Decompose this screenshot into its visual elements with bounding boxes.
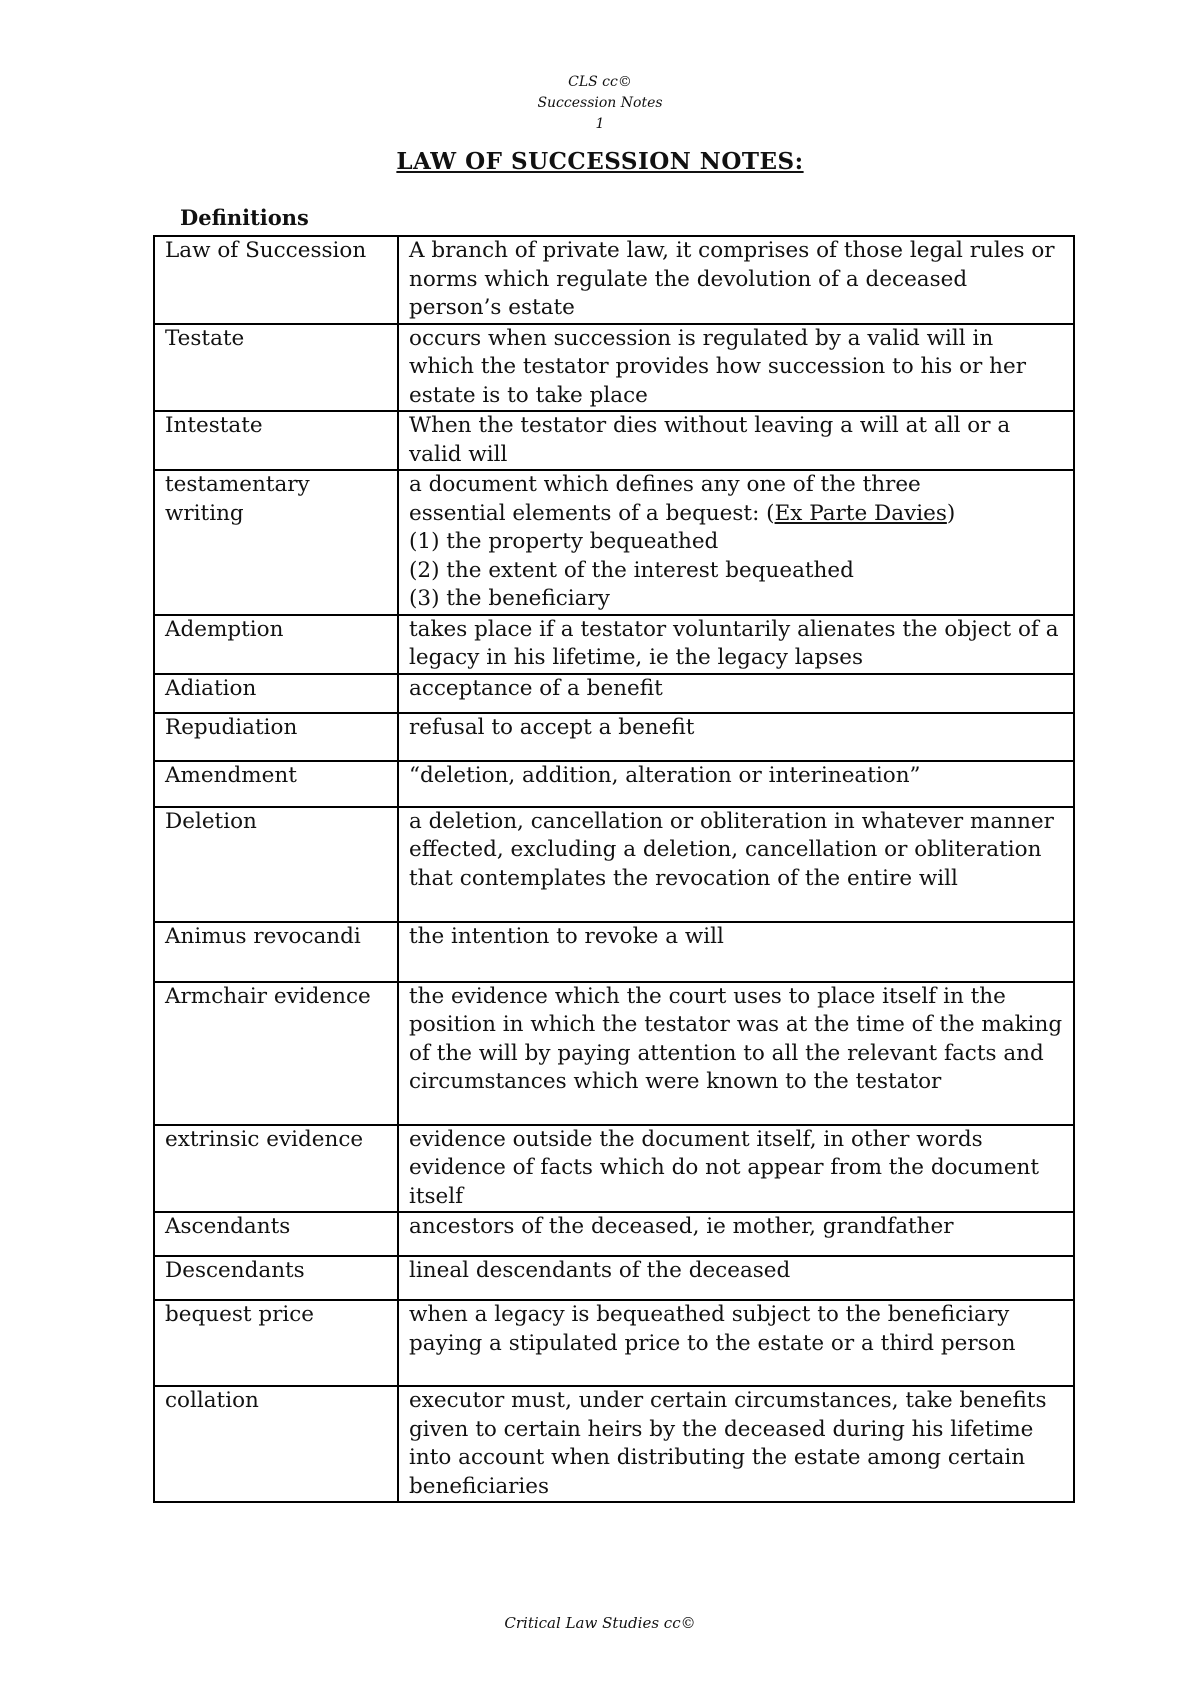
page-number: 1 bbox=[595, 116, 605, 132]
table-row bbox=[154, 1256, 1074, 1300]
term-cell: Ademption bbox=[154, 615, 398, 674]
definition-cell: lineal descendants of the deceased bbox=[398, 1256, 1074, 1300]
definition-cell: executor must, under certain circumstances, take benefits given to certain heirs by the deceased during his lifetime into account when distributing the estate among certain beneficiaries bbox=[398, 1386, 1074, 1502]
definition-line: (2) the extent of the interest bequeathed bbox=[409, 557, 854, 583]
definition-cell: the intention to revoke a will bbox=[398, 922, 1074, 982]
table-row bbox=[154, 1212, 1074, 1256]
table-row bbox=[154, 236, 1074, 324]
term-cell: Ascendants bbox=[154, 1212, 398, 1256]
definition-line: a document which defines any one of the three bbox=[409, 472, 921, 497]
table-row bbox=[154, 713, 1074, 761]
definition-cell: the evidence which the court uses to place itself in the position in which the testator was at the time of the making of the will by paying attention to all the relevant facts and circumstances which were known to the testator bbox=[398, 982, 1074, 1125]
definition-cell: A branch of private law, it comprises of those legal rules or norms which regulate the devolution of a deceased person’s estate bbox=[398, 236, 1074, 324]
definition-line: (1) the property bequeathed bbox=[409, 529, 719, 554]
definition-cell: ancestors of the deceased, ie mother, grandfather bbox=[398, 1212, 1074, 1256]
term-cell: Intestate bbox=[154, 411, 398, 470]
definition-line: essential elements of a bequest: (Ex Parte Davies) bbox=[409, 500, 956, 526]
definition-cell: a deletion, cancellation or obliteration in whatever manner effected, excluding a deletion, cancellation or obliteration that contemplates the revocation of the entire will bbox=[398, 807, 1074, 922]
definition-text: essential elements of a bequest: bbox=[409, 500, 760, 526]
term-cell: testamentary writing bbox=[154, 470, 398, 615]
table-row bbox=[154, 411, 1074, 470]
page-title: LAW OF SUCCESSION NOTES: bbox=[396, 148, 804, 175]
term-cell: Law of Succession bbox=[154, 236, 398, 324]
header-company: CLS cc© bbox=[568, 74, 632, 90]
table-row bbox=[154, 922, 1074, 982]
definition-cell bbox=[398, 470, 1074, 615]
term-cell: collation bbox=[154, 1386, 398, 1502]
term-cell: Descendants bbox=[154, 1256, 398, 1300]
table-row bbox=[154, 615, 1074, 674]
term-cell: Armchair evidence bbox=[154, 982, 398, 1125]
table-row bbox=[154, 761, 1074, 807]
definition-line: (3) the beneficiary bbox=[409, 586, 610, 611]
definitions-table bbox=[153, 235, 1075, 1503]
term-cell: Testate bbox=[154, 324, 398, 412]
definition-cell: “deletion, addition, alteration or interineation” bbox=[398, 761, 1074, 807]
term-cell: Adiation bbox=[154, 674, 398, 713]
definition-cell: evidence outside the document itself, in other words evidence of facts which do not appear from the document itself bbox=[398, 1125, 1074, 1213]
definition-cell: takes place if a testator voluntarily alienates the object of a legacy in his lifetime, ie the legacy lapses bbox=[398, 615, 1074, 674]
case-citation: Ex Parte Davies bbox=[774, 500, 947, 526]
header-doc-title: Succession Notes bbox=[537, 95, 663, 111]
table-row bbox=[154, 324, 1074, 412]
table-row bbox=[154, 674, 1074, 713]
term-cell: bequest price bbox=[154, 1300, 398, 1386]
page-footer: Critical Law Studies cc© bbox=[504, 1614, 696, 1632]
table-row bbox=[154, 1300, 1074, 1386]
definition-cell: when a legacy is bequeathed subject to the beneficiary paying a stipulated price to the estate or a third person bbox=[398, 1300, 1074, 1386]
table-row bbox=[154, 982, 1074, 1125]
term-cell: Repudiation bbox=[154, 713, 398, 761]
definition-cell: acceptance of a benefit bbox=[398, 674, 1074, 713]
definition-cell: When the testator dies without leaving a will at all or a valid will bbox=[398, 411, 1074, 470]
term-cell: Deletion bbox=[154, 807, 398, 922]
term-cell: Animus revocandi bbox=[154, 922, 398, 982]
table-row bbox=[154, 1386, 1074, 1502]
table-row bbox=[154, 807, 1074, 922]
definition-cell: occurs when succession is regulated by a valid will in which the testator provides how succession to his or her estate is to take place bbox=[398, 324, 1074, 412]
table-row bbox=[154, 470, 1074, 615]
page-header bbox=[0, 72, 1200, 135]
term-cell: extrinsic evidence bbox=[154, 1125, 398, 1213]
table-row bbox=[154, 1125, 1074, 1213]
definition-cell: refusal to accept a benefit bbox=[398, 713, 1074, 761]
section-heading: Definitions bbox=[180, 205, 309, 230]
term-cell: Amendment bbox=[154, 761, 398, 807]
